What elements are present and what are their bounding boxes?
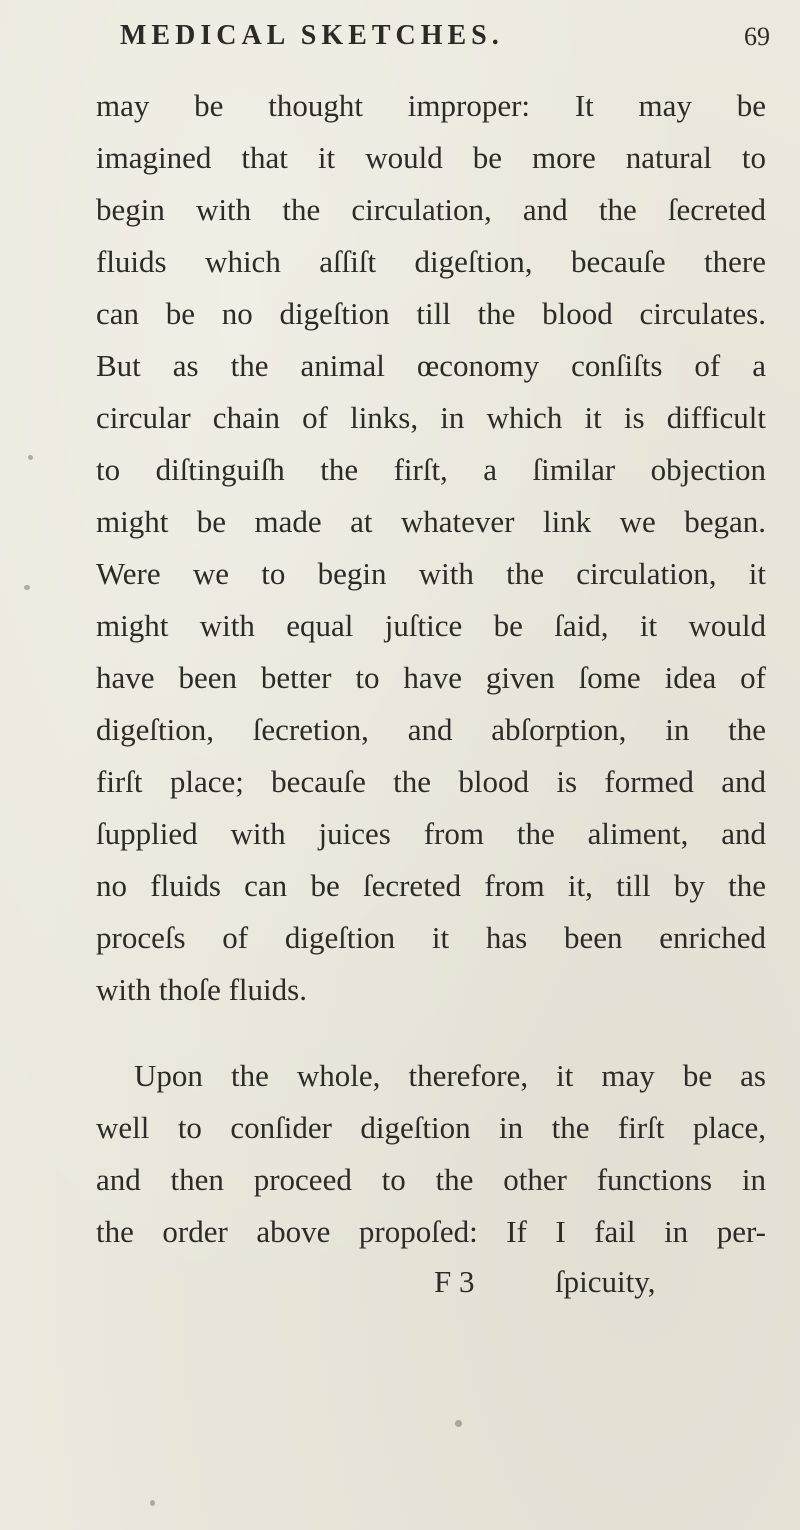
- text-line: digeſtion, ſecretion, and abſorption, in the: [96, 712, 766, 747]
- text-line: might with equal juſtice be ſaid, it would: [96, 608, 766, 643]
- text-line: begin with the circulation, and the ſecreted: [96, 192, 766, 227]
- catchword: ſpicuity,: [555, 1264, 656, 1299]
- paper-speck: [28, 455, 33, 460]
- text-line: well to conſider digeſtion in the firſt place,: [96, 1110, 766, 1145]
- text-line: circular chain of links, in which it is difficult: [96, 400, 766, 435]
- text-line: imagined that it would be more natural to: [96, 140, 766, 175]
- text-line: may be thought improper: It may be: [96, 88, 766, 123]
- text-line: firſt place; becauſe the blood is formed and: [96, 764, 766, 799]
- signature-mark: F 3: [434, 1264, 475, 1299]
- text-line: have been better to have given ſome idea of: [96, 660, 766, 695]
- catchline: [96, 1264, 766, 1304]
- running-title: MEDICAL SKETCHES.: [120, 20, 504, 51]
- text-line: with thoſe fluids.: [96, 972, 307, 1007]
- text-line: But as the animal œconomy conſiſts of a: [96, 348, 766, 383]
- paper-speck: [150, 1500, 155, 1506]
- text-line: ſupplied with juices from the aliment, and: [96, 816, 766, 851]
- paper-speck: [24, 585, 30, 590]
- text-line: Upon the whole, therefore, it may be as: [134, 1058, 766, 1093]
- paper-speck: [455, 1420, 462, 1427]
- text-line: fluids which aſſiſt digeſtion, becauſe there: [96, 244, 766, 279]
- text-line: can be no digeſtion till the blood circulates.: [96, 296, 766, 331]
- running-head: [120, 20, 780, 64]
- text-line: no fluids can be ſecreted from it, till by the: [96, 868, 766, 903]
- text-line: and then proceed to the other functions in: [96, 1162, 766, 1197]
- page-number: 69: [744, 22, 770, 51]
- text-line: proceſs of digeſtion it has been enriched: [96, 920, 766, 955]
- text-line: Were we to begin with the circulation, it: [96, 556, 766, 591]
- text-line: to diſtinguiſh the firſt, a ſimilar objection: [96, 452, 766, 487]
- text-line: the order above propoſed: If I fail in per-: [96, 1214, 766, 1249]
- text-line: might be made at whatever link we began.: [96, 504, 766, 539]
